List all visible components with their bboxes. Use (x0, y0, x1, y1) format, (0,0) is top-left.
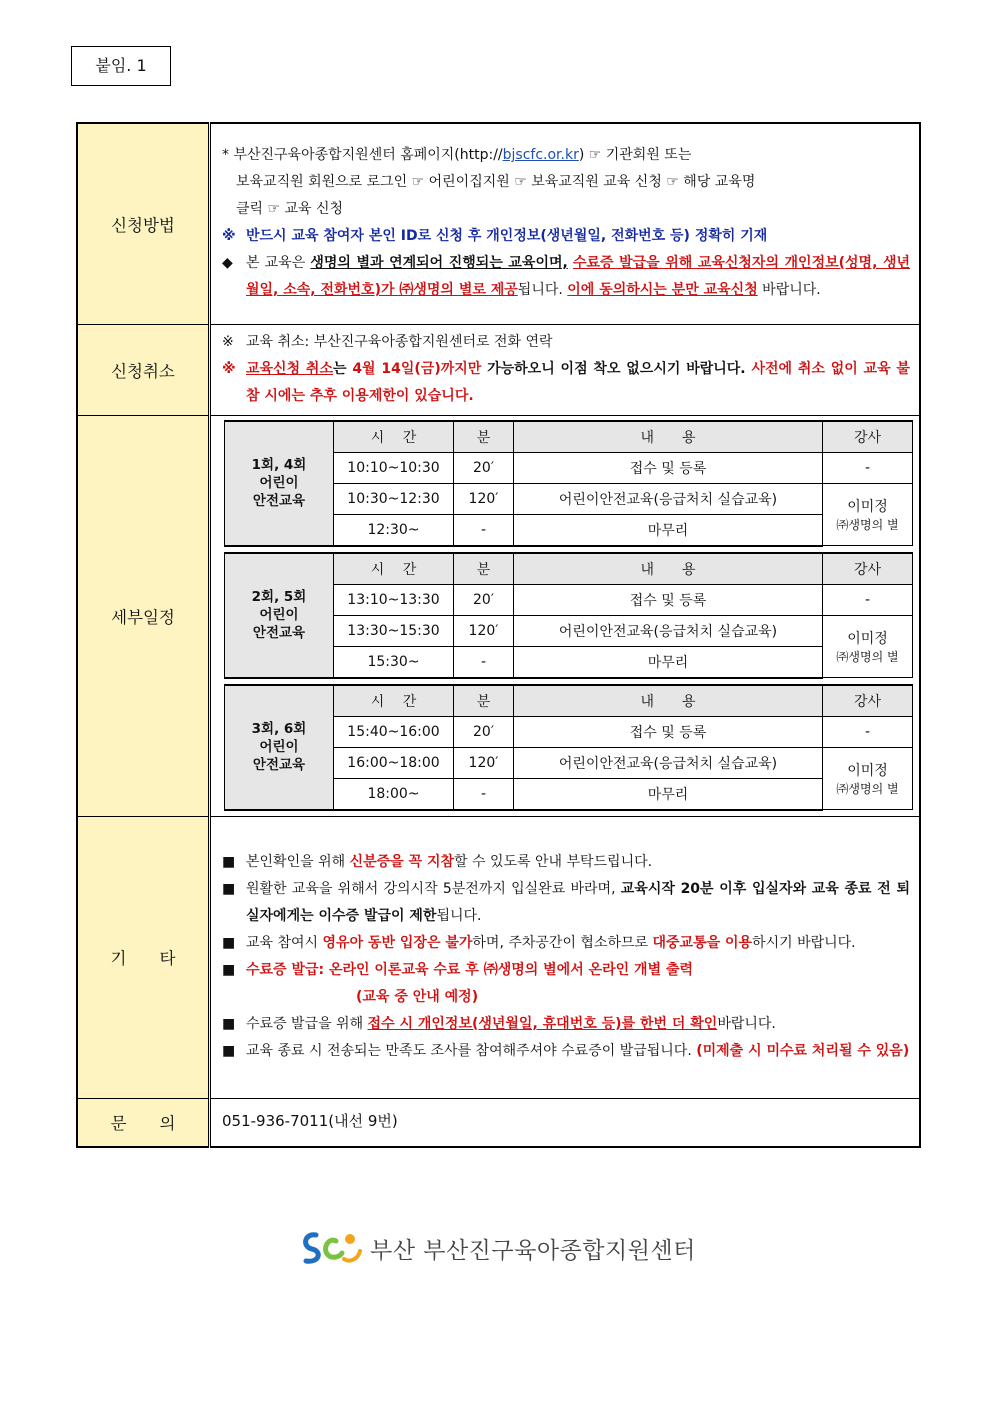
apply-notice (222, 223, 910, 250)
cell-content: 어린이안전교육(응급처치 실습교육) (514, 615, 823, 646)
session-header-row (225, 421, 913, 453)
session-header-row (225, 685, 913, 717)
instructor-name: 이미정 (847, 630, 888, 647)
session-title-line: 안전교육 (252, 493, 306, 509)
etc-highlight: 교육시작 20분 이후 입실자와 교육 종료 전 퇴실자에게는 이수증 발급이 제한 (246, 880, 910, 924)
schedule-row (77, 415, 920, 816)
etc-content (210, 816, 921, 1098)
etc-highlight: (교육 중 안내 예정) (356, 988, 479, 1005)
cell-time: 15:30~ (334, 646, 454, 678)
session-title (225, 421, 334, 546)
header-minutes: 분 (454, 553, 514, 585)
header-content: 내 용 (514, 685, 823, 717)
cell-minutes: - (454, 646, 514, 678)
cancel-deadline: 4월 14일(금)까지만 (352, 360, 482, 377)
cell-content: 접수 및 등록 (514, 584, 823, 615)
cancel-text-a: 교육신청 취소 (246, 360, 333, 377)
etc-text: 원활한 교육을 위해서 강의시작 5분전까지 입실완료 바라며, (246, 880, 621, 897)
center-logo-icon (300, 1229, 362, 1267)
reference-mark-icon: ※ (222, 360, 236, 377)
cancel-line2 (222, 356, 910, 410)
cell-minutes: 20′ (454, 452, 514, 483)
cell-content: 어린이안전교육(응급처치 실습교육) (514, 483, 823, 514)
cell-instructor: - (823, 716, 913, 747)
apply-label: 신청방법 (77, 123, 210, 324)
apply-step1-text: * 부산진구육아종합지원센터 홈페이지(http:// (222, 147, 503, 164)
header-instructor: 강사 (823, 421, 913, 453)
education-info-table (76, 122, 921, 1148)
etc-text: 할 수 있도록 안내 부탁드립니다. (454, 853, 653, 870)
etc-highlight: (미제출 시 미수료 처리될 수 있음) (696, 1042, 910, 1059)
cell-minutes: 120′ (454, 483, 514, 514)
schedule-content (210, 415, 921, 816)
etc-text: 하시기 바랍니다. (752, 934, 856, 951)
list-item (222, 930, 910, 957)
cancel-label: 신청취소 (77, 324, 210, 415)
consent-text-f: 이에 동의하시는 분만 교육신청 (567, 282, 758, 299)
square-bullet-icon: ■ (222, 934, 236, 951)
consent-text-d: 수료증 발급을 위해 교육신청자의 개인정보(성명, 생년월일, 소속, 전화번호)가 ㈜생명의 별로 제공 (246, 255, 910, 299)
header-minutes: 분 (454, 685, 514, 717)
etc-highlight: 신분증을 꼭 지참 (349, 853, 454, 870)
session-title (225, 553, 334, 678)
cell-time: 12:30~ (334, 514, 454, 546)
session-table-3 (224, 684, 913, 811)
etc-text: 본인확인을 위해 (246, 853, 350, 870)
inquiry-phone: 051-936-7011(내선 9번) (222, 1112, 398, 1131)
square-bullet-icon: ■ (222, 1015, 236, 1032)
session-title-line: 안전교육 (252, 625, 306, 641)
cancel-restriction: 사전에 취소 없이 교육 불참 시에는 추후 이용제한이 있습니다. (246, 360, 910, 404)
reference-mark-icon: ※ (222, 333, 234, 350)
apply-step3: 클릭 ☞ 교육 신청 (236, 201, 344, 218)
cell-minutes: - (454, 778, 514, 810)
cell-time: 16:00~18:00 (334, 747, 454, 778)
list-item (222, 849, 910, 876)
cell-time: 18:00~ (334, 778, 454, 810)
cell-time: 13:10~13:30 (334, 584, 454, 615)
session-title-line: 3회, 6회 (251, 721, 307, 737)
header-instructor: 강사 (823, 685, 913, 717)
etc-highlight: 수료증 발급: 온라인 이론교육 수료 후 ㈜생명의 별에서 온라인 개별 출력 (246, 961, 694, 978)
cell-content: 마무리 (514, 514, 823, 546)
instructor-org: ㈜생명의 별 (836, 649, 899, 664)
list-item (222, 1038, 910, 1065)
header-content: 내 용 (514, 553, 823, 585)
etc-text: 교육 참여시 (246, 934, 323, 951)
consent-text-b: 생명의 별과 연계되어 진행되는 교육이며, (310, 255, 568, 272)
square-bullet-icon: ■ (222, 961, 236, 978)
reference-mark-icon: ※ (222, 228, 236, 245)
cell-time: 15:40~16:00 (334, 716, 454, 747)
square-bullet-icon: ■ (222, 880, 236, 897)
etc-text: 하며, 주차공간이 협소하므로 (472, 934, 653, 951)
apply-notice-text: 반드시 교육 참여자 본인 ID로 신청 후 개인정보(생년월일, 전화번호 등) 정확히 기재 (246, 228, 768, 245)
cell-time: 13:30~15:30 (334, 615, 454, 646)
cell-content: 접수 및 등록 (514, 452, 823, 483)
etc-row (77, 816, 920, 1098)
apply-step1 (222, 142, 910, 169)
session-header-row (225, 553, 913, 585)
session-title-line: 어린이 (259, 475, 299, 491)
session-title (225, 685, 334, 810)
instructor-name: 이미정 (847, 762, 888, 779)
etc-highlight: 영유아 동반 입장은 불가 (322, 934, 473, 951)
header-time: 시 간 (334, 553, 454, 585)
homepage-link[interactable]: bjscfc.or.kr (502, 147, 579, 164)
etc-highlight: 접수 시 개인정보(생년월일, 휴대번호 등)를 한번 더 확인 (367, 1015, 718, 1032)
cancel-line1-text: 교육 취소: 부산진구육아종합지원센터로 전화 연락 (246, 333, 553, 350)
etc-text: 교육 종료 시 전송되는 만족도 조사를 참여해주셔야 수료증이 발급됩니다. (246, 1042, 697, 1059)
apply-step2: 보육교직원 회원으로 로그인 ☞ 어린이집지원 ☞ 보육교직원 교육 신청 ☞ 해당 교육명 (236, 174, 756, 191)
instructor-org: ㈜생명의 별 (836, 517, 899, 532)
cell-content: 마무리 (514, 778, 823, 810)
cancel-text-b: 는 (332, 360, 353, 377)
cell-time: 10:10~10:30 (334, 452, 454, 483)
consent-text-e: 됩니다. (517, 282, 568, 299)
session-title-line: 어린이 (259, 607, 299, 623)
header-instructor: 강사 (823, 553, 913, 585)
center-logo (300, 1228, 720, 1268)
list-item (222, 957, 910, 1011)
cell-content: 마무리 (514, 646, 823, 678)
session-title-line: 2회, 5회 (251, 589, 307, 605)
list-item (222, 876, 910, 930)
cancel-content (210, 324, 921, 415)
session-title-line: 안전교육 (252, 757, 306, 773)
instructor-org: ㈜생명의 별 (836, 781, 899, 796)
etc-label: 기 타 (77, 816, 210, 1098)
header-time: 시 간 (334, 421, 454, 453)
apply-step1-text-end: ) ☞ 기관회원 또는 (578, 147, 692, 164)
cell-time: 10:30~12:30 (334, 483, 454, 514)
session-table-1 (224, 420, 913, 547)
etc-highlight: 대중교통을 이용 (652, 934, 753, 951)
session-title-line: 1회, 4회 (251, 457, 307, 473)
etc-text: 바랍니다. (717, 1015, 776, 1032)
consent-text-g: 바랍니다. (757, 282, 821, 299)
cell-instructor (823, 615, 913, 678)
inquiry-row (77, 1098, 920, 1147)
etc-text: 됩니다. (436, 907, 482, 924)
inquiry-label: 문 의 (77, 1098, 210, 1147)
diamond-bullet-icon: ◆ (222, 255, 233, 272)
header-content: 내 용 (514, 421, 823, 453)
cell-instructor: - (823, 584, 913, 615)
cell-instructor (823, 483, 913, 546)
attachment-label: 붙임. 1 (71, 46, 171, 86)
cell-minutes: - (454, 514, 514, 546)
square-bullet-icon: ■ (222, 1042, 236, 1059)
cell-minutes: 20′ (454, 716, 514, 747)
instructor-name: 이미정 (847, 498, 888, 515)
center-logo-text: 부산 부산진구육아종합지원센터 (370, 1237, 696, 1264)
square-bullet-icon: ■ (222, 853, 236, 870)
header-time: 시 간 (334, 685, 454, 717)
consent-text-a: 본 교육은 (246, 255, 311, 272)
cancel-text-d: 가능하오니 이점 착오 없으시기 바랍니다. (481, 360, 752, 377)
cell-instructor: - (823, 452, 913, 483)
apply-consent (222, 250, 910, 304)
session-table-2 (224, 552, 913, 679)
cell-minutes: 120′ (454, 615, 514, 646)
schedule-label: 세부일정 (77, 415, 210, 816)
apply-content (210, 123, 921, 324)
cell-content: 어린이안전교육(응급처치 실습교육) (514, 747, 823, 778)
etc-text: 수료증 발급을 위해 (246, 1015, 368, 1032)
cancel-row (77, 324, 920, 415)
session-title-line: 어린이 (259, 739, 299, 755)
cell-minutes: 20′ (454, 584, 514, 615)
list-item (222, 1011, 910, 1038)
header-minutes: 분 (454, 421, 514, 453)
cell-instructor (823, 747, 913, 810)
cell-content: 접수 및 등록 (514, 716, 823, 747)
apply-row (77, 123, 920, 324)
inquiry-content (210, 1098, 921, 1147)
cell-minutes: 120′ (454, 747, 514, 778)
cancel-line1 (222, 329, 910, 356)
